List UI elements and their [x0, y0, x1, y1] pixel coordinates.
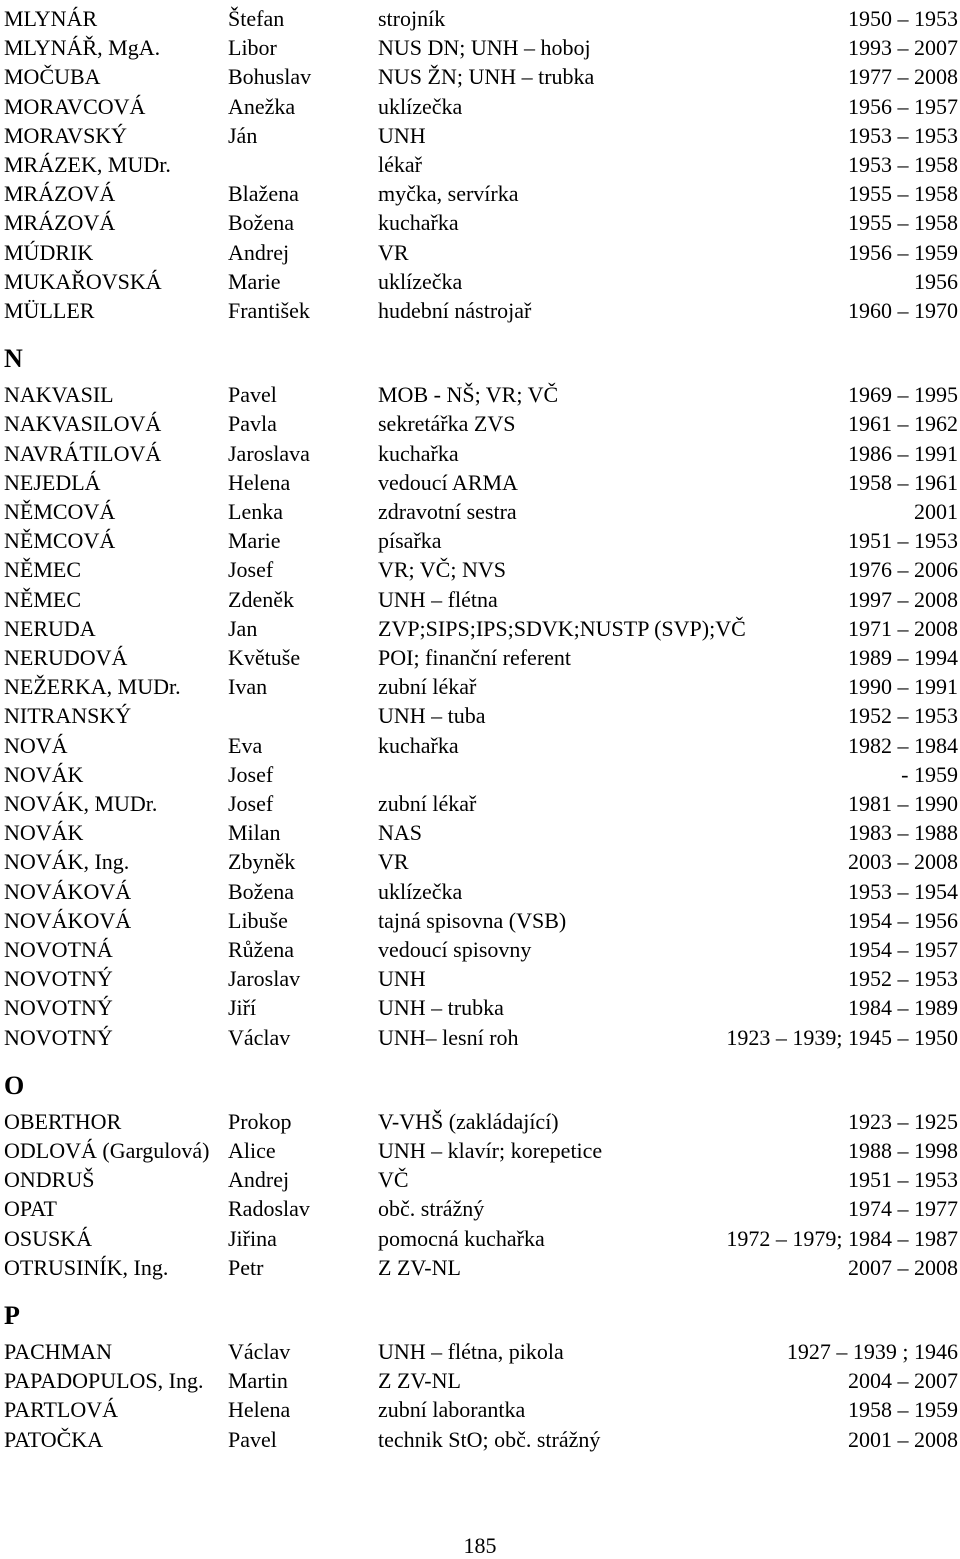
years-text: 1953 – 1954 [848, 878, 958, 904]
list-item [4, 1165, 958, 1194]
years-text: 1951 – 1953 [848, 1167, 958, 1193]
years-text: 1954 – 1957 [848, 937, 958, 962]
years-text: 1969 – 1995 [848, 382, 958, 408]
role-text: ZVP;SIPS;IPS;SDVK;NUSTP (SVP);VČ [378, 615, 746, 641]
first-name-text: Václav [228, 1339, 291, 1364]
role-text: UNH – tuba [378, 703, 486, 729]
surname-text: NOVOTNÁ [4, 937, 113, 962]
role-text: sekretářka ZVS [378, 411, 516, 437]
list-item [4, 92, 958, 121]
first-name-text: Milan [228, 820, 281, 846]
list-item [4, 1253, 958, 1282]
first-name-text: Josef [228, 557, 274, 583]
list-item [4, 585, 958, 614]
first-name-text: Libor [228, 35, 277, 61]
role-text: strojník [378, 6, 446, 31]
role-text: uklízečka [378, 268, 463, 294]
surname-text: MRÁZOVÁ [4, 181, 116, 207]
surname-text: NĚMCOVÁ [4, 528, 116, 554]
years-text: 1977 – 2008 [848, 64, 958, 90]
role-text: UNH – flétna, pikola [378, 1339, 564, 1364]
surname-text: PARTLOVÁ [4, 1397, 118, 1423]
first-name-text: Martin [228, 1368, 288, 1394]
first-name-text: Zbyněk [228, 849, 296, 875]
years-text: 1953 – 1958 [848, 152, 958, 177]
surname-text: PATOČKA [4, 1426, 104, 1452]
role-text: vedoucí ARMA [378, 469, 518, 495]
list-item [4, 526, 958, 555]
list-item [4, 614, 958, 643]
list-item [4, 1337, 958, 1366]
list-item [4, 179, 958, 208]
surname-text: MOČUBA [4, 64, 101, 90]
surname-text: NOVOTNÝ [4, 995, 113, 1021]
list-item [4, 847, 958, 876]
first-name-text: Blažena [228, 181, 299, 207]
years-text: 1976 – 2006 [848, 557, 958, 583]
list-item [4, 121, 958, 150]
role-text: MOB - NŠ; VR; VČ [378, 382, 559, 408]
list-item [4, 409, 958, 438]
first-name-text: Marie [228, 528, 281, 554]
first-name-text: Václav [228, 1024, 291, 1050]
first-name-text: Štefan [228, 6, 285, 31]
role-text: UNH [378, 966, 426, 992]
surname-text: NAVRÁTILOVÁ [4, 440, 162, 466]
surname-text: PACHMAN [4, 1339, 113, 1364]
first-name-text: Josef [228, 761, 274, 787]
years-text: 1988 – 1998 [848, 1138, 958, 1163]
first-name-text: Pavel [228, 1426, 277, 1452]
years-text: 1956 – 1957 [848, 93, 958, 119]
years-text: 1952 – 1953 [848, 703, 958, 729]
surname-text: MRÁZOVÁ [4, 210, 116, 236]
first-name-text: Libuše [228, 907, 288, 933]
years-text: 1950 – 1953 [848, 6, 958, 31]
role-text: VR; VČ; NVS [378, 557, 506, 583]
first-name-text: Marie [228, 268, 281, 294]
first-name-text: Jiřina [228, 1225, 277, 1251]
list-item [4, 555, 958, 584]
years-text: 1953 – 1953 [848, 122, 958, 148]
first-name-text: Helena [228, 469, 291, 495]
years-text: 1956 [914, 268, 958, 294]
role-text: lékař [378, 152, 422, 177]
role-text: zubní lékař [378, 674, 477, 700]
surname-text: NOVÁK, MUDr. [4, 791, 158, 816]
surname-text: NITRANSKÝ [4, 703, 132, 729]
first-name-text: Božena [228, 878, 294, 904]
surname-text: NOVÁK [4, 820, 84, 846]
role-text: kuchařka [378, 210, 459, 236]
first-name-text: Pavel [228, 382, 277, 408]
role-text: písařka [378, 528, 442, 554]
list-item [4, 964, 958, 993]
surname-text: NĚMEC [4, 557, 81, 583]
role-text: UNH – trubka [378, 995, 504, 1021]
surname-text: MLYNÁR [4, 6, 98, 31]
first-name-text: Ján [228, 122, 258, 148]
list-item [4, 1136, 958, 1165]
surname-text: NAKVASIL [4, 382, 114, 408]
first-name-text: Petr [228, 1254, 264, 1280]
first-name-text: Josef [228, 791, 274, 816]
surname-text: MORAVSKÝ [4, 122, 128, 148]
surname-text: PAPADOPULOS, Ing. [4, 1368, 204, 1394]
first-name-text: Růžena [228, 937, 294, 962]
role-text: kuchařka [378, 440, 459, 466]
role-text: Z ZV-NL [378, 1254, 461, 1280]
list-item [4, 267, 958, 296]
list-item [4, 62, 958, 91]
years-text: 1956 – 1959 [848, 239, 958, 265]
role-text: zdravotní sestra [378, 499, 517, 524]
years-text: 1955 – 1958 [848, 210, 958, 236]
role-text: obč. strážný [378, 1196, 485, 1222]
first-name-text: Jaroslava [228, 440, 310, 466]
list-item [4, 672, 958, 701]
list-item [4, 380, 958, 409]
years-text: 1974 – 1977 [848, 1196, 958, 1222]
list-item [4, 238, 958, 267]
list-item [4, 439, 958, 468]
first-name-text: Jiří [228, 995, 257, 1021]
role-text: NUS ŽN; UNH – trubka [378, 64, 595, 90]
first-name-text: Anežka [228, 93, 296, 119]
years-text: 1961 – 1962 [848, 411, 958, 437]
list-item [4, 1107, 958, 1136]
list-item [4, 1224, 958, 1253]
role-text: uklízečka [378, 93, 463, 119]
years-text: 2004 – 2007 [848, 1368, 958, 1394]
role-text: zubní lékař [378, 791, 477, 816]
surname-text: OSUSKÁ [4, 1225, 93, 1251]
first-name-text: Helena [228, 1397, 291, 1423]
list-item [4, 760, 958, 789]
surname-text: NERUDA [4, 615, 96, 641]
surname-text: OTRUSINÍK, Ing. [4, 1254, 169, 1280]
surname-text: MÜLLER [4, 298, 95, 323]
first-name-text: Eva [228, 732, 263, 758]
surname-text: NAKVASILOVÁ [4, 411, 162, 437]
role-text: pomocná kuchařka [378, 1225, 545, 1251]
role-text: myčka, servírka [378, 181, 519, 207]
years-text: 1923 – 1939; 1945 – 1950 [726, 1024, 958, 1050]
role-text: tajná spisovna (VSB) [378, 907, 567, 933]
years-text: 1990 – 1991 [848, 674, 958, 700]
role-text: VČ [378, 1167, 409, 1193]
first-name-text: František [228, 298, 310, 323]
surname-text: NĚMEC [4, 586, 81, 612]
first-name-text: Lenka [228, 499, 283, 524]
list-item [4, 731, 958, 760]
list-item [4, 296, 958, 325]
list-item [4, 1366, 958, 1395]
years-text: 1958 – 1961 [848, 469, 958, 495]
list-item [4, 906, 958, 935]
role-text: Z ZV-NL [378, 1368, 461, 1394]
years-text: 1989 – 1994 [848, 645, 958, 670]
surname-text: NEJEDLÁ [4, 469, 101, 495]
first-name-text: Ivan [228, 674, 268, 700]
role-text: kuchařka [378, 732, 459, 758]
page-number: 185 [463, 1533, 497, 1558]
surname-text: NOVOTNÝ [4, 1024, 113, 1050]
years-text: 1972 – 1979; 1984 – 1987 [726, 1225, 958, 1251]
years-text: - 1959 [901, 761, 958, 787]
surname-text: MUKAŘOVSKÁ [4, 268, 162, 294]
first-name-text: Jan [228, 615, 258, 641]
years-text: 1960 – 1970 [848, 298, 958, 323]
surname-text: NOVÁKOVÁ [4, 878, 132, 904]
years-text: 1951 – 1953 [848, 528, 958, 554]
years-text: 1954 – 1956 [848, 907, 958, 933]
surname-text: ODLOVÁ (Gargulová) [4, 1138, 210, 1163]
surname-text: OBERTHOR [4, 1108, 122, 1134]
role-text: UNH – klavír; korepetice [378, 1138, 603, 1163]
role-text: POI; finanční referent [378, 645, 572, 670]
surname-text: NOVÁK [4, 761, 84, 787]
first-name-text: Jaroslav [228, 966, 301, 992]
years-text: 1982 – 1984 [848, 732, 958, 758]
years-text: 1952 – 1953 [848, 966, 958, 992]
years-text: 2003 – 2008 [848, 849, 958, 875]
list-item [4, 497, 958, 526]
role-text: uklízečka [378, 878, 463, 904]
first-name-text: Božena [228, 210, 294, 236]
first-name-text: Radoslav [228, 1196, 310, 1222]
surname-text: MRÁZEK, MUDr. [4, 152, 171, 177]
list-item [4, 1194, 958, 1223]
list-item [4, 643, 958, 672]
surname-text: ONDRUŠ [4, 1167, 95, 1193]
years-text: 1971 – 2008 [848, 615, 958, 641]
years-text: 2001 – 2008 [848, 1426, 958, 1452]
list-item [4, 1023, 958, 1052]
surname-text: NOVOTNÝ [4, 966, 113, 992]
surname-text: NOVÁKOVÁ [4, 907, 132, 933]
years-text: 1923 – 1925 [848, 1108, 958, 1134]
surname-text: MORAVCOVÁ [4, 93, 146, 119]
years-text: 1993 – 2007 [848, 35, 958, 61]
role-text: NUS DN; UNH – hoboj [378, 35, 591, 61]
list-item [4, 33, 958, 62]
role-text: VR [378, 239, 409, 265]
years-text: 1986 – 1991 [848, 440, 958, 466]
role-text: UNH [378, 122, 426, 148]
list-item [4, 1395, 958, 1424]
role-text: technik StO; obč. strážný [378, 1426, 601, 1452]
first-name-text: Pavla [228, 411, 277, 437]
list-item [4, 150, 958, 179]
surname-text: NEŽERKA, MUDr. [4, 674, 181, 700]
list-item [4, 701, 958, 730]
first-name-text: Bohuslav [228, 64, 312, 90]
surname-text: MÚDRIK [4, 239, 94, 265]
years-text: 1958 – 1959 [848, 1397, 958, 1423]
list-item [4, 993, 958, 1022]
list-item [4, 818, 958, 847]
surname-text: NOVÁK, Ing. [4, 849, 130, 875]
first-name-text: Prokop [228, 1108, 292, 1134]
list-item [4, 208, 958, 237]
list-item [4, 935, 958, 964]
years-text: 1983 – 1988 [848, 820, 958, 846]
role-text: UNH – flétna [378, 586, 498, 612]
years-text: 2007 – 2008 [848, 1254, 958, 1280]
list-item [4, 1425, 958, 1454]
list-item [4, 468, 958, 497]
years-text: 1997 – 2008 [848, 586, 958, 612]
role-text: UNH– lesní roh [378, 1024, 519, 1050]
role-text: NAS [378, 820, 423, 846]
first-name-text: Andrej [228, 1167, 290, 1193]
role-text: vedoucí spisovny [378, 937, 532, 962]
list-item [4, 789, 958, 818]
first-name-text: Květuše [228, 645, 301, 670]
surname-text: NĚMCOVÁ [4, 499, 116, 524]
first-name-text: Alice [228, 1138, 276, 1163]
role-text: V-VHŠ (zakládající) [378, 1108, 559, 1134]
role-text: hudební nástrojař [378, 298, 532, 323]
role-text: VR [378, 849, 409, 875]
section-letter-heading: P [4, 1301, 20, 1330]
list-item [4, 877, 958, 906]
surname-text: NOVÁ [4, 732, 68, 758]
surname-text: NERUDOVÁ [4, 645, 128, 670]
role-text: zubní laborantka [378, 1397, 526, 1423]
years-text: 1981 – 1990 [848, 791, 958, 816]
years-text: 1927 – 1939 ; 1946 [786, 1339, 958, 1364]
section-letter-heading: O [4, 1070, 25, 1100]
first-name-text: Andrej [228, 239, 290, 265]
years-text: 2001 [914, 499, 958, 524]
surname-text: OPAT [4, 1196, 57, 1222]
years-text: 1955 – 1958 [848, 181, 958, 207]
surname-text: MLYNÁŘ, MgA. [4, 35, 161, 61]
first-name-text: Zdeněk [228, 586, 294, 612]
list-item [4, 4, 958, 33]
section-letter-heading: N [4, 344, 23, 374]
years-text: 1984 – 1989 [848, 995, 958, 1021]
